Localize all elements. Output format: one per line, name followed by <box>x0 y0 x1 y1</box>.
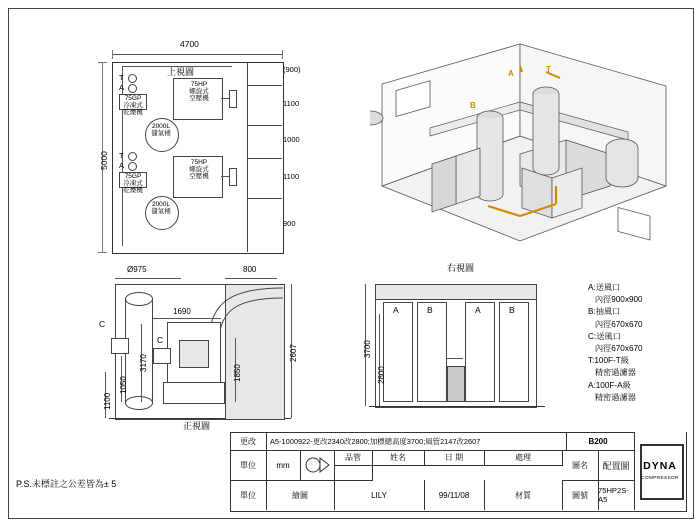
tank-2-text: 2000L 儲氣桶 <box>151 201 171 215</box>
front-dia-line <box>115 278 181 279</box>
top-compressor-1-label <box>177 82 221 102</box>
iso-tag-B: B <box>470 101 476 110</box>
front-tag-C-1-box <box>111 338 129 354</box>
right-pipe <box>447 358 463 359</box>
top-view-pipe <box>122 66 232 67</box>
date-value-cell <box>424 480 485 510</box>
title-block <box>230 432 685 510</box>
front-tank-bottom-cap <box>125 396 153 410</box>
unit-label-cell-2 <box>230 480 267 510</box>
front-base <box>163 382 225 404</box>
top-view-band <box>247 198 282 199</box>
drawing-no-value-cell <box>598 480 634 510</box>
unit-value-1: mm <box>276 460 290 470</box>
projection-symbol-icon <box>304 457 330 473</box>
front-dim-3170: 3170 <box>139 354 148 372</box>
front-dim-1100: 1100 <box>103 392 112 410</box>
brand-subtitle: COMPRESSOR <box>641 476 679 481</box>
front-tag-C-1: C <box>99 319 106 329</box>
legend-block: A:送風口 內徑900x900 B:抽風口 內徑670x670 C:送風口 內徑670x670 T:100F-T級 精密過濾器 A:100F-A級 精密過濾器 <box>588 283 643 402</box>
top-view-title: 上視圖 <box>167 67 195 77</box>
front-tank <box>125 298 153 404</box>
process-label: 處理 <box>515 453 531 462</box>
right-tag-B-1: B <box>427 305 433 315</box>
surname-label-cell <box>372 450 425 466</box>
top-dim-1100-bot: 1100 <box>283 172 300 181</box>
front-dim-1850: 1850 <box>233 364 242 382</box>
dryer-2-text: 75GP 冷凍式 乾燥機 <box>123 173 143 194</box>
dim-tick <box>98 62 107 63</box>
front-compressor-panel <box>179 340 209 368</box>
front-dim-1050: 1050 <box>119 376 128 394</box>
quality-label-cell <box>334 450 373 466</box>
top-dryer-2-label <box>117 174 149 194</box>
dim-tick <box>282 50 283 59</box>
top-view-divider <box>247 62 248 252</box>
front-tag-C-2-box <box>153 348 171 364</box>
tolerance-note: P.S.未標註之公差皆為± 5 <box>16 479 117 489</box>
top-view <box>95 30 300 260</box>
drawing-no-label: 圖號 <box>572 490 588 500</box>
right-view-title: 右視圖 <box>447 263 475 273</box>
iso-tag-T: T <box>546 65 551 74</box>
iso-tag-A: A <box>508 69 514 78</box>
front-dim-1690: 1690 <box>173 307 191 316</box>
right-tag-B-2: B <box>509 305 515 315</box>
right-machine-column <box>383 302 413 402</box>
right-ground-line <box>369 406 545 407</box>
dryer-1-text: 75GP 冷凍式 乾燥機 <box>123 95 143 116</box>
unit-label-1: 單位 <box>240 460 256 470</box>
draw-label: 繪圖 <box>292 490 308 500</box>
drawing-name-label: 圖名 <box>572 460 588 470</box>
top-connector-box <box>229 90 237 108</box>
drawing-no-value: 75HP2S-A5 <box>598 486 629 504</box>
top-compressor-2-label <box>177 160 221 180</box>
drawing-name-value: 配置圖 <box>602 460 630 471</box>
right-dim-2800: 2800 <box>377 366 386 384</box>
compressor-2-text: 75HP 螺旋式 空壓機 <box>189 159 209 180</box>
front-dim-2607: 2607 <box>289 344 298 362</box>
tank-1-text: 2000L 儲氣桶 <box>151 123 171 137</box>
drawing-name-value-cell <box>598 450 635 481</box>
quality-label: 品管 <box>345 453 361 462</box>
right-tag-A-1: A <box>393 305 399 315</box>
date-value: 99/11/08 <box>438 490 470 500</box>
brand-inner-box <box>640 444 684 500</box>
front-dim-diameter: Ø975 <box>127 265 147 274</box>
isometric-drawing <box>370 36 670 261</box>
right-2800-line <box>379 314 380 406</box>
top-tag-A-1: A <box>119 83 125 92</box>
rev-code-cell <box>562 432 635 451</box>
material-label: 材質 <box>515 490 531 500</box>
front-tank-top-cap <box>125 292 153 306</box>
unit-label-2: 單位 <box>240 490 256 500</box>
top-tag-T-2: T <box>119 151 124 160</box>
surname-label: 姓名 <box>390 453 406 462</box>
top-view-band <box>247 158 282 159</box>
draw-label-cell <box>266 480 335 510</box>
top-tag-T-1: T <box>119 73 124 82</box>
right-machine-column <box>417 302 447 402</box>
quality-value-cell <box>334 465 373 481</box>
right-view <box>355 262 570 437</box>
draw-value: LILY <box>371 490 387 500</box>
unit-label-cell-1 <box>230 450 267 481</box>
top-dim-1100-top: 1100 <box>283 99 300 108</box>
right-tag-A-2: A <box>475 305 481 315</box>
rev-code: B200 <box>588 436 608 446</box>
right-machine-column <box>499 302 529 402</box>
process-label-cell <box>484 450 563 466</box>
top-view-width-dimline <box>112 54 282 55</box>
top-filter-symbol <box>128 152 137 161</box>
right-machine-column <box>465 302 495 402</box>
unit-value-cell-1 <box>266 450 301 481</box>
date-label: 日 期 <box>444 453 464 462</box>
top-view-height-dim: 5000 <box>99 151 109 170</box>
top-tag-A-2: A <box>119 161 125 170</box>
brand-name: DYNA <box>643 460 677 472</box>
right-dim-3700: 3700 <box>363 340 372 358</box>
top-view-band <box>247 125 282 126</box>
front-dim-800: 800 <box>243 265 257 274</box>
top-connector-box <box>229 168 237 186</box>
rev-text-cell <box>266 432 567 451</box>
top-dim-900-top: (900) <box>283 65 301 74</box>
right-duct-band <box>375 284 537 300</box>
top-filter-symbol <box>128 162 137 171</box>
top-dim-900-bot: 900 <box>283 219 296 228</box>
symbol-cell <box>300 450 335 481</box>
front-1690-line <box>153 318 221 319</box>
top-filter-symbol <box>128 74 137 83</box>
rev-label-cell <box>230 432 267 451</box>
top-filter-symbol <box>128 84 137 93</box>
top-view-band <box>247 85 282 86</box>
dim-tick <box>112 50 113 59</box>
draw-value-cell <box>334 480 425 510</box>
rev-text: A5-1000922-更改2340改2800;加標總高度3700;風管2147改2607 <box>270 436 481 446</box>
top-dim-1000: 1000 <box>283 135 300 144</box>
front-view-title: 正視圖 <box>183 421 211 431</box>
front-view <box>95 262 310 437</box>
material-label-cell <box>484 480 563 510</box>
top-tank-2-label <box>147 202 175 216</box>
top-tank-1-label <box>147 124 175 138</box>
top-view-width-dim: 4700 <box>180 39 199 49</box>
drawing-name-label-cell <box>562 450 599 481</box>
drawing-no-label-cell <box>562 480 599 510</box>
right-small-unit <box>447 366 465 402</box>
date-label-cell <box>424 450 485 466</box>
rev-label: 更改 <box>240 436 256 446</box>
front-800-line <box>225 278 277 279</box>
dim-tick <box>98 252 107 253</box>
top-dryer-1-label <box>117 96 149 116</box>
isometric-view <box>370 36 670 261</box>
front-tag-C-2: C <box>157 335 164 345</box>
compressor-1-text: 75HP 螺旋式 空壓機 <box>189 81 209 102</box>
